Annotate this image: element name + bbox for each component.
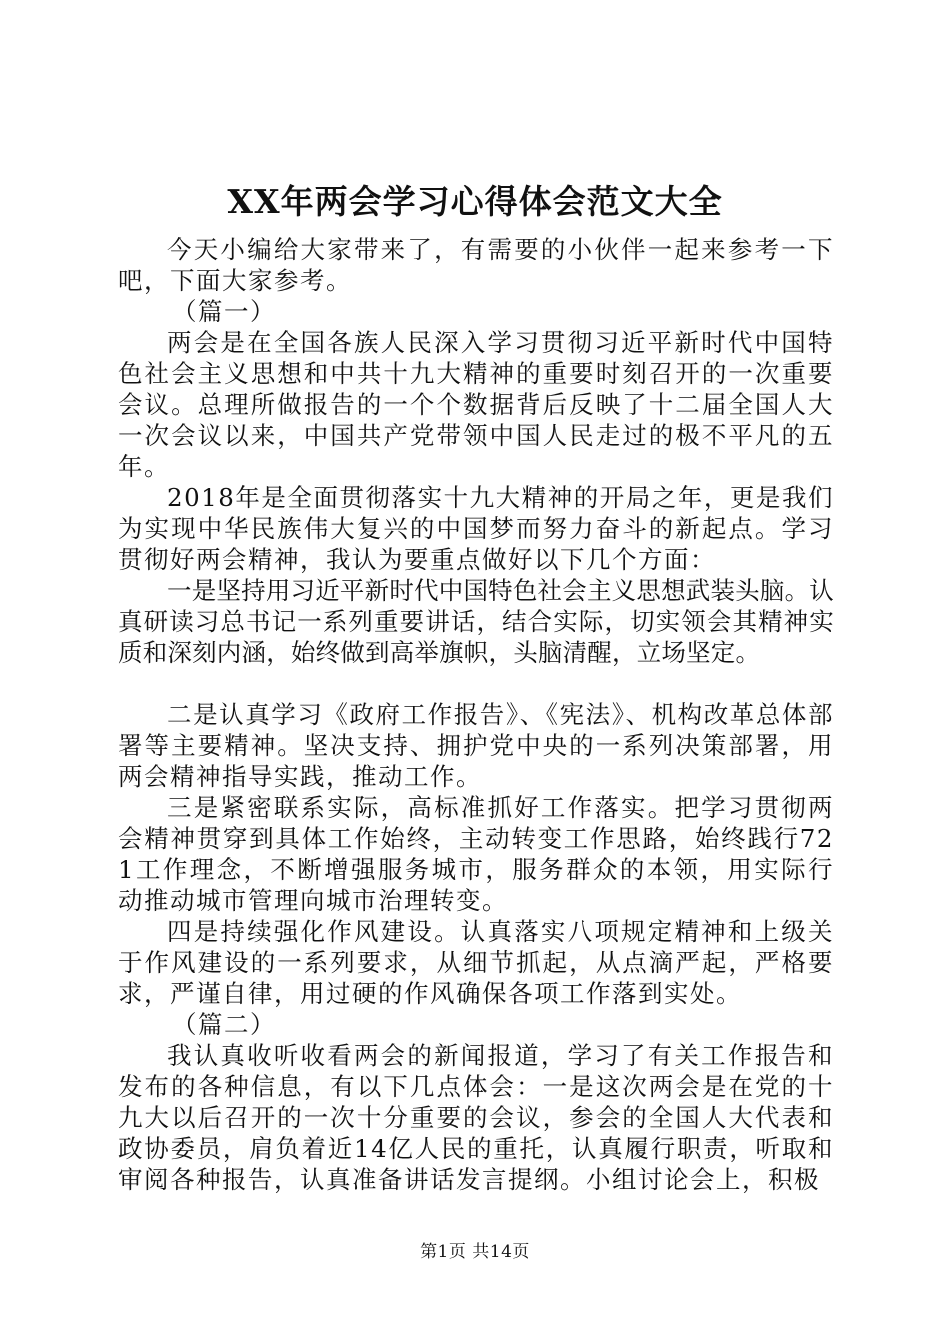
document-title: XX年两会学习心得体会范文大全 [227, 182, 723, 221]
document-body [118, 234, 834, 1195]
body-paragraph: 我认真收听收看两会的新闻报道，学习了有关工作报告和发布的各种信息，有以下几点体会：一是这次两会是在党的十九大以后召开的一次十分重要的会议，参会的全国人大代表和政协委员，肩负着近14亿人民的重托，认真履行职责，听取和审阅各种报告，认真准备讲话发言提纲。小组讨论会上，积极 [118, 1041, 834, 1194]
section-heading-2: （篇二） [172, 1010, 276, 1039]
body-paragraph: 四是持续强化作风建设。认真落实八项规定精神和上级关于作风建设的一系列要求，从细节抓起，从点滴严起，严格要求，严谨自律，用过硬的作风确保各项工作落到实处。 [118, 917, 834, 1008]
page-number-footer: 第1页 共14页 [420, 1242, 530, 1262]
body-paragraph: 两会是在全国各族人民深入学习贯彻习近平新时代中国特色社会主义思想和中共十九大精神的重要时刻召开的一次重要会议。总理所做报告的一个个数据背后反映了十二届全国人大一次会议以来，中国共产党带领中国人民走过的极不平凡的五年。 [118, 328, 834, 481]
body-paragraph: 三是紧密联系实际，高标准抓好工作落实。把学习贯彻两会精神贯穿到具体工作始终，主动转变工作思路，始终践行721工作理念，不断增强服务城市，服务群众的本领，用实际行动推动城市管理向城市治理转变。 [118, 793, 834, 915]
paragraph-gap [118, 668, 834, 699]
section-heading-1: （篇一） [172, 297, 276, 326]
body-paragraph: 一是坚持用习近平新时代中国特色社会主义思想武装头脑。认真研读习总书记一系列重要讲话，结合实际，切实领会其精神实质和深刻内涵，始终做到高举旗帜，头脑清醒，立场坚定。 [118, 576, 834, 667]
intro-paragraph: 今天小编给大家带来了，有需要的小伙伴一起来参考一下吧，下面大家参考。 [118, 235, 834, 295]
body-paragraph: 二是认真学习《政府工作报告》、《宪法》、机构改革总体部署等主要精神。坚决支持、拥护党中央的一系列决策部署，用两会精神指导实践，推动工作。 [118, 700, 834, 791]
body-paragraph: 2018年是全面贯彻落实十九大精神的开局之年，更是我们为实现中华民族伟大复兴的中国梦而努力奋斗的新起点。学习贯彻好两会精神，我认为要重点做好以下几个方面： [118, 483, 834, 574]
